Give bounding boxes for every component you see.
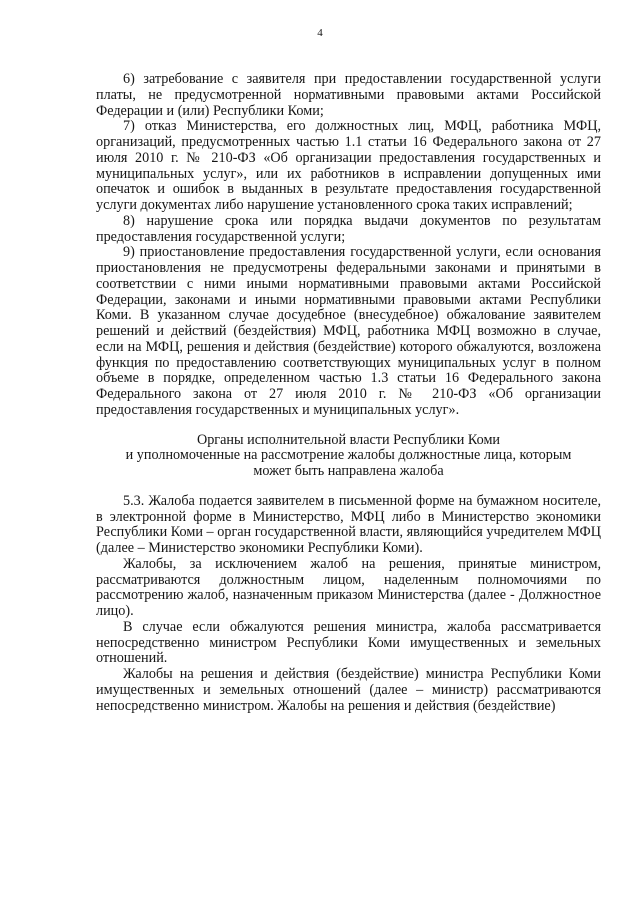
paragraph-complaints-official: Жалобы, за исключением жалоб на решения, принятые министром, рассматриваются должностным лицом, наделенным полномочиями по рассмотрению жалоб, назначенным приказом Министерства (далее - Должностное лицо).: [96, 555, 601, 619]
paragraph-item-7: 7) отказ Министерства, его должностных лиц, МФЦ, работника МФЦ, организаций, предусмотренных частью 1.1 статьи 16 Федерального закона от 27 июля 2010 г. № 210-ФЗ «Об организации предоставления государственных и муниципальных услуг», или их работников в исправлении допущенных ими опечаток и ошибок в выданных в результате предоставления государственной услуги документах либо нарушение установленного срока таких исправлений;: [96, 118, 601, 213]
section-heading-line-3: может быть направлена жалоба: [253, 463, 444, 479]
paragraph-minister-complaints: Жалобы на решения и действия (бездействие) министра Республики Коми имущественных и земельных отношений (далее – министр) рассматриваются непосредственно министром. Жалобы на решения и действия (бездействие): [96, 666, 601, 714]
section-heading: [96, 433, 601, 480]
paragraph-item-8: 8) нарушение срока или порядка выдачи документов по результатам предоставления государственной услуги;: [96, 212, 601, 245]
section-heading-line-1: Органы исполнительной власти Республики Коми: [196, 431, 501, 448]
paragraph-minister-decisions: В случае если обжалуются решения министра, жалоба рассматривается непосредственно министром Республики Коми имущественных и земельных отношений.: [96, 618, 601, 667]
page-number: 4: [317, 27, 323, 39]
paragraph-item-6: 6) затребование с заявителя при предоставлении государственной услуги платы, не предусмотренной нормативными правовыми актами Российской Федерации и (или) Республики Коми;: [96, 71, 601, 119]
paragraph-item-9: 9) приостановление предоставления государственной услуги, если основания приостановления не предусмотрены федеральными законами и принятыми в соответствии с ними иными нормативными правовыми актами Российской Федерации, законами и иными нормативными правовыми актами Республики Коми. В указанном случае досудебное (внесудебное) обжалование заявителем решений и действий (бездействия) МФЦ, работника МФЦ возможно в случае, если на МФЦ, решения и действия (бездействие) которого обжалуются, возложена функция по предоставлению соответствующих муниципальных услуг в полном объеме в порядке, определенном частью 1.3 статьи 16 Федерального закона Федерального закона от 27 июля 2010 г. № 210-ФЗ «Об организации предоставления государственных и муниципальных услуг».: [96, 244, 601, 418]
document-body: [96, 72, 601, 714]
paragraph-5-3: 5.3. Жалоба подается заявителем в письменной форме на бумажном носителе, в электронной форме в Министерство, МФЦ либо в Министерство экономики Республики Коми – орган государственной власти, являющийся учредителем МФЦ (далее – Министерство экономики Республики Коми).: [96, 492, 601, 556]
section-heading-line-2: и уполномоченные на рассмотрение жалобы должностные лица, которым: [125, 447, 572, 464]
